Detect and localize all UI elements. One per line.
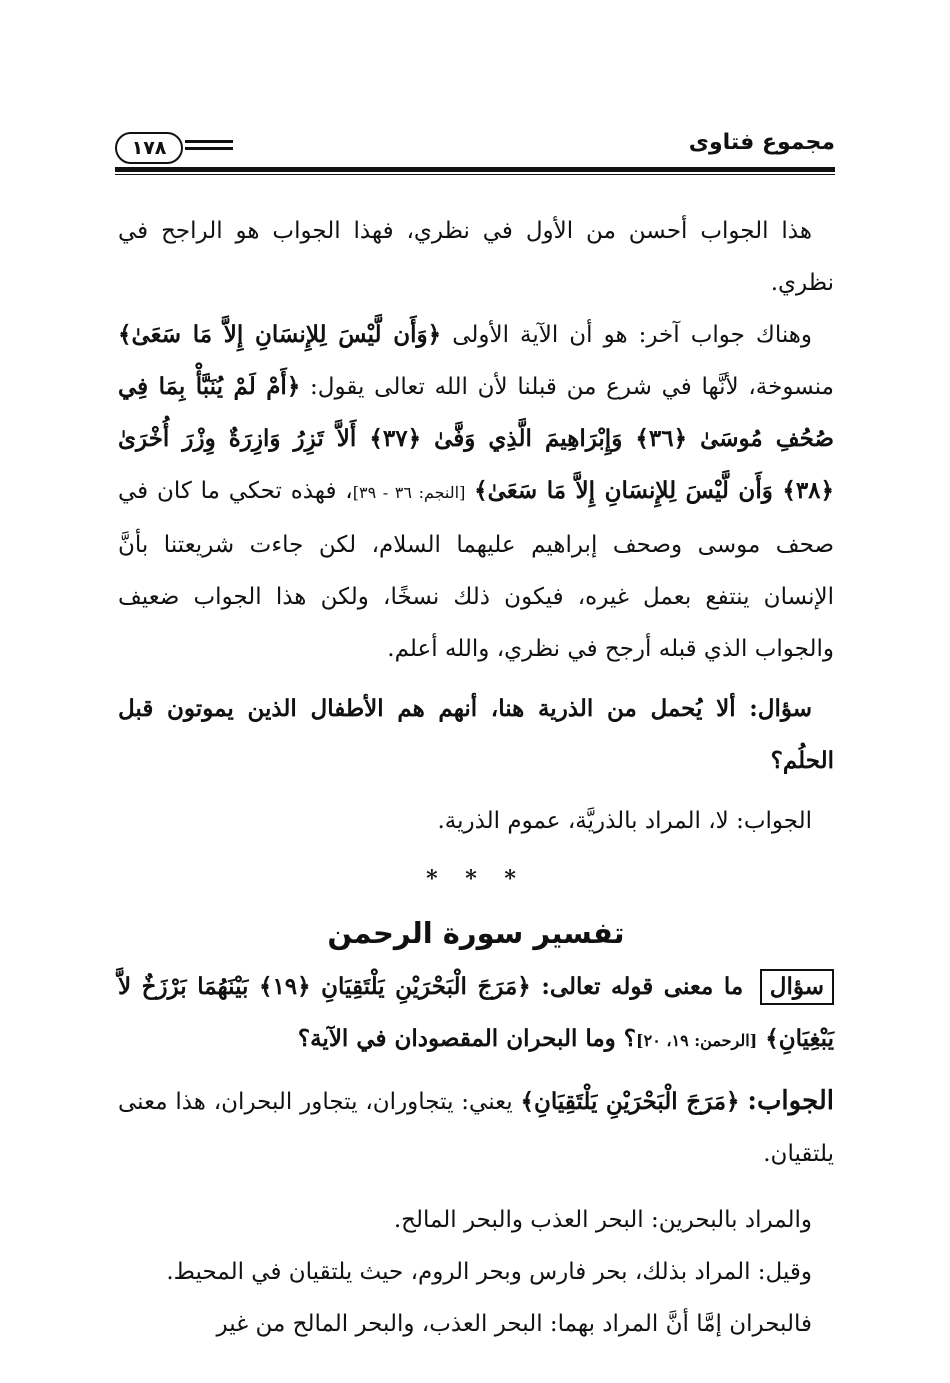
ornament-line <box>185 147 233 150</box>
answer-label: الجواب: <box>747 1086 835 1116</box>
quran-verse: ﴿أَمْ لَمْ يُنَبَّأْ بِمَا فِي صُحُفِ مُوسَىٰ ﴿٣٦﴾ وَإِبْرَاهِيمَ الَّذِي وَفَّىٰ ﴿٣٧﴾ أَلاَّ تَزِرُ وَازِرَةٌ وِزْرَ أُخْرَىٰ ﴿٣٨﴾ وَأَن لَّيْسَ لِلإِنسَانِ إِلاَّ مَا سَعَىٰ﴾ <box>118 373 835 504</box>
text-run: ، فهذه تحكي ما كان في صحف موسى وصحف إبراهيم عليهما السلام، لكن جاءت شريعتنا بأنَّ الإنسان ينتفع بعمل غيره، فيكون ذلك نسخًا، ولكن هذا الجواب ضعيف والجواب الذي قبله أرجح في نظري، والله أعلم. <box>118 478 834 662</box>
text-run: ؟ وما البحران المقصودان في الآية؟ <box>297 1025 637 1052</box>
section-separator: * * * <box>426 866 526 892</box>
question-label-box: سؤال <box>760 969 834 1005</box>
ornament-line <box>185 140 233 143</box>
book-title: مجموع فتاوى <box>688 130 835 155</box>
quran-verse: ﴿وَأَن لَّيْسَ لِلإِنسَانِ إِلاَّ مَا سَعَىٰ﴾ <box>118 321 442 348</box>
page-body <box>118 205 834 1350</box>
quran-verse: ﴿مَرَجَ الْبَحْرَيْنِ يَلْتَقِيَانِ﴾ <box>520 1088 740 1115</box>
section-title: تفسير سورة الرحمن <box>327 916 625 950</box>
paragraph-5: فالبحران إمَّا أنَّ المراد بهما: البحر العذب، والبحر المالح من غير <box>216 1311 812 1337</box>
paragraph-1: هذا الجواب أحسن من الأول في نظري، فهذا الجواب هو الراجح في نظري. <box>118 218 834 296</box>
paragraph-3: والمراد بالبحرين: البحر العذب والبحر المالح. <box>393 1207 812 1233</box>
paragraph-4: وقيل: المراد بذلك، بحر فارس وبحر الروم، حيث يلتقيان في المحيط. <box>166 1259 812 1285</box>
paragraph-2 <box>118 309 834 675</box>
text-run: وهناك جواب آخر: هو أن الآية الأولى <box>452 322 812 348</box>
question-1: سؤال: ألا يُحمل من الذرية هنا، أنهم هم الأطفال الذين يموتون قبل الحلُم؟ <box>118 695 834 774</box>
text-run: يعني: يتجاوران، يتجاور البحران، هذا معنى يلتقيان. <box>118 1089 834 1167</box>
page-header <box>115 128 835 176</box>
header-rule-thick <box>115 167 835 172</box>
page-number: ١٧٨ <box>115 132 183 164</box>
header-ornament <box>185 140 233 154</box>
text-run: ما معنى قوله تعالى: <box>541 973 744 1000</box>
answer-1: الجواب: لا، المراد بالذريَّة، عموم الذرية. <box>437 808 812 834</box>
answer-2 <box>118 1075 834 1180</box>
verse-reference: [الرحمن: ١٩، ٢٠] <box>636 1031 758 1050</box>
verse-reference: [النجم: ٣٦ - ٣٩] <box>352 483 466 502</box>
header-rule-thin <box>115 174 835 175</box>
text-run: منسوخة، لأنَّها في شرع من قبلنا لأن الله تعالى يقول: <box>310 374 834 400</box>
question-2 <box>118 961 834 1067</box>
quran-verse: ﴿مَرَجَ الْبَحْرَيْنِ يَلْتَقِيَانِ ﴿١٩﴾ بَيْنَهُمَا بَرْزَخٌ لاَّ يَبْغِيَانِ﴾ <box>118 973 834 1052</box>
